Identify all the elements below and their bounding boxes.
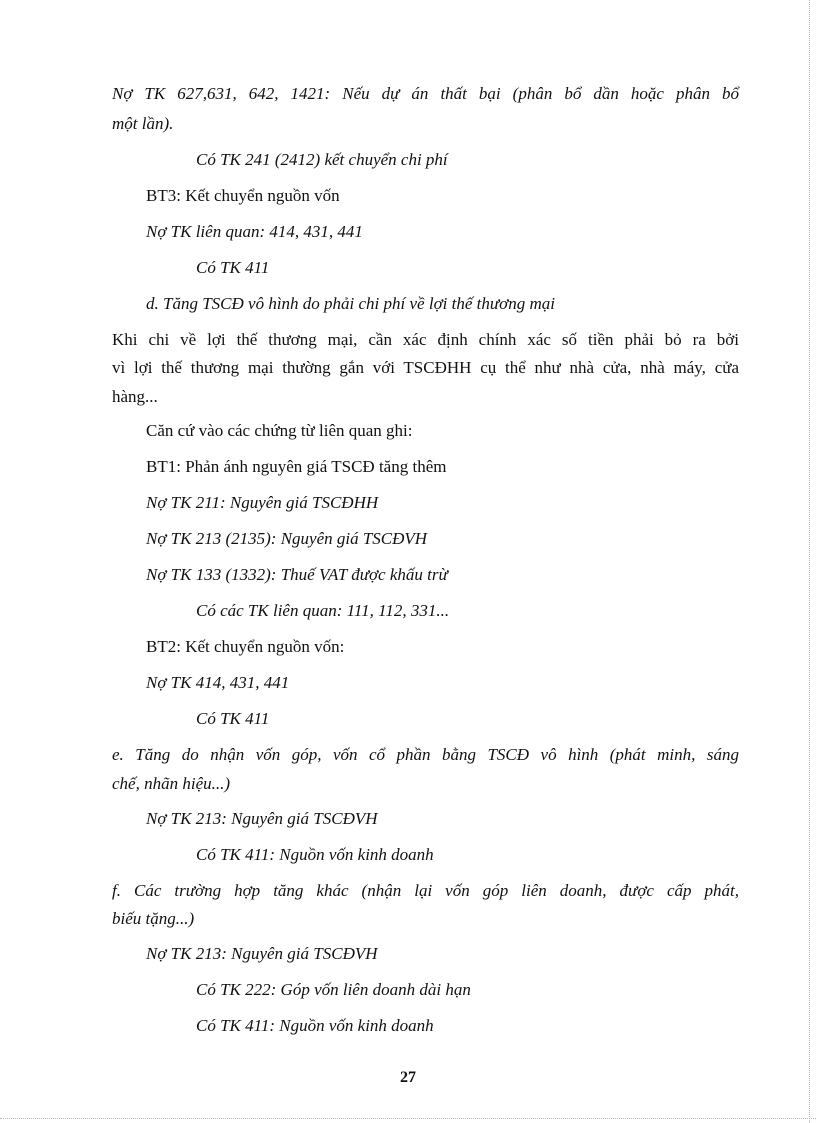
text-line: hàng... [112,387,158,406]
text-line: Nợ TK 414, 431, 441 [146,673,290,692]
text-line: Nợ TK liên quan: 414, 431, 441 [146,222,363,241]
text-line: BT1: Phản ánh nguyên giá TSCĐ tăng thêm [146,457,447,476]
text-line: Có TK 241 (2412) kết chuyển chi phí [196,150,448,169]
text-line: BT3: Kết chuyển nguồn vốn [146,186,340,205]
text-line: Có TK 411 [196,709,270,728]
text-line: chế, nhãn hiệu...) [112,774,231,793]
text-line: Nợ TK 213 (2135): Nguyên giá TSCĐVH [146,529,428,548]
text-line: Nợ TK 627,631, 642, 1421: Nếu dự án thất bại (phân bổ dần hoặc phân bổ [112,84,739,103]
text-line: e. Tăng do nhận vốn góp, vốn cổ phần bằng TSCĐ vô hình (phát minh, sáng [112,745,739,764]
text-line: Nợ TK 213: Nguyên giá TSCĐVH [146,944,378,963]
text-line: Căn cứ vào các chứng từ liên quan ghi: [146,421,413,440]
text-line: Nợ TK 211: Nguyên giá TSCĐHH [146,493,379,512]
text-line: vì lợi thế thương mại thường gắn với TSCĐHH cụ thể như nhà cửa, nhà máy, cửa [112,358,739,377]
page-border-bottom [0,1118,816,1119]
page-number: 27 [400,1069,416,1086]
text-line: Khi chi về lợi thế thương mại, cần xác định chính xác số tiền phải bỏ ra bởi [112,330,739,349]
text-line: BT2: Kết chuyển nguồn vốn: [146,637,345,656]
text-line: Có TK 222: Góp vốn liên doanh dài hạn [196,980,471,999]
text-line: Nợ TK 133 (1332): Thuế VAT được khấu trừ [146,565,448,584]
text-line: Có các TK liên quan: 111, 112, 331... [196,601,450,620]
text-line: Có TK 411: Nguồn vốn kinh doanh [196,1016,434,1035]
text-line: Có TK 411: Nguồn vốn kinh doanh [196,845,434,864]
text-line: Nợ TK 213: Nguyên giá TSCĐVH [146,809,378,828]
text-line: một lần). [112,114,174,133]
text-line: f. Các trường hợp tăng khác (nhận lại vốn góp liên doanh, được cấp phát, [112,881,739,900]
page-border-right [809,0,810,1123]
text-line: Có TK 411 [196,258,270,277]
text-line: biếu tặng...) [112,909,195,928]
text-line: d. Tăng TSCĐ vô hình do phải chi phí về lợi thế thương mại [146,294,555,313]
